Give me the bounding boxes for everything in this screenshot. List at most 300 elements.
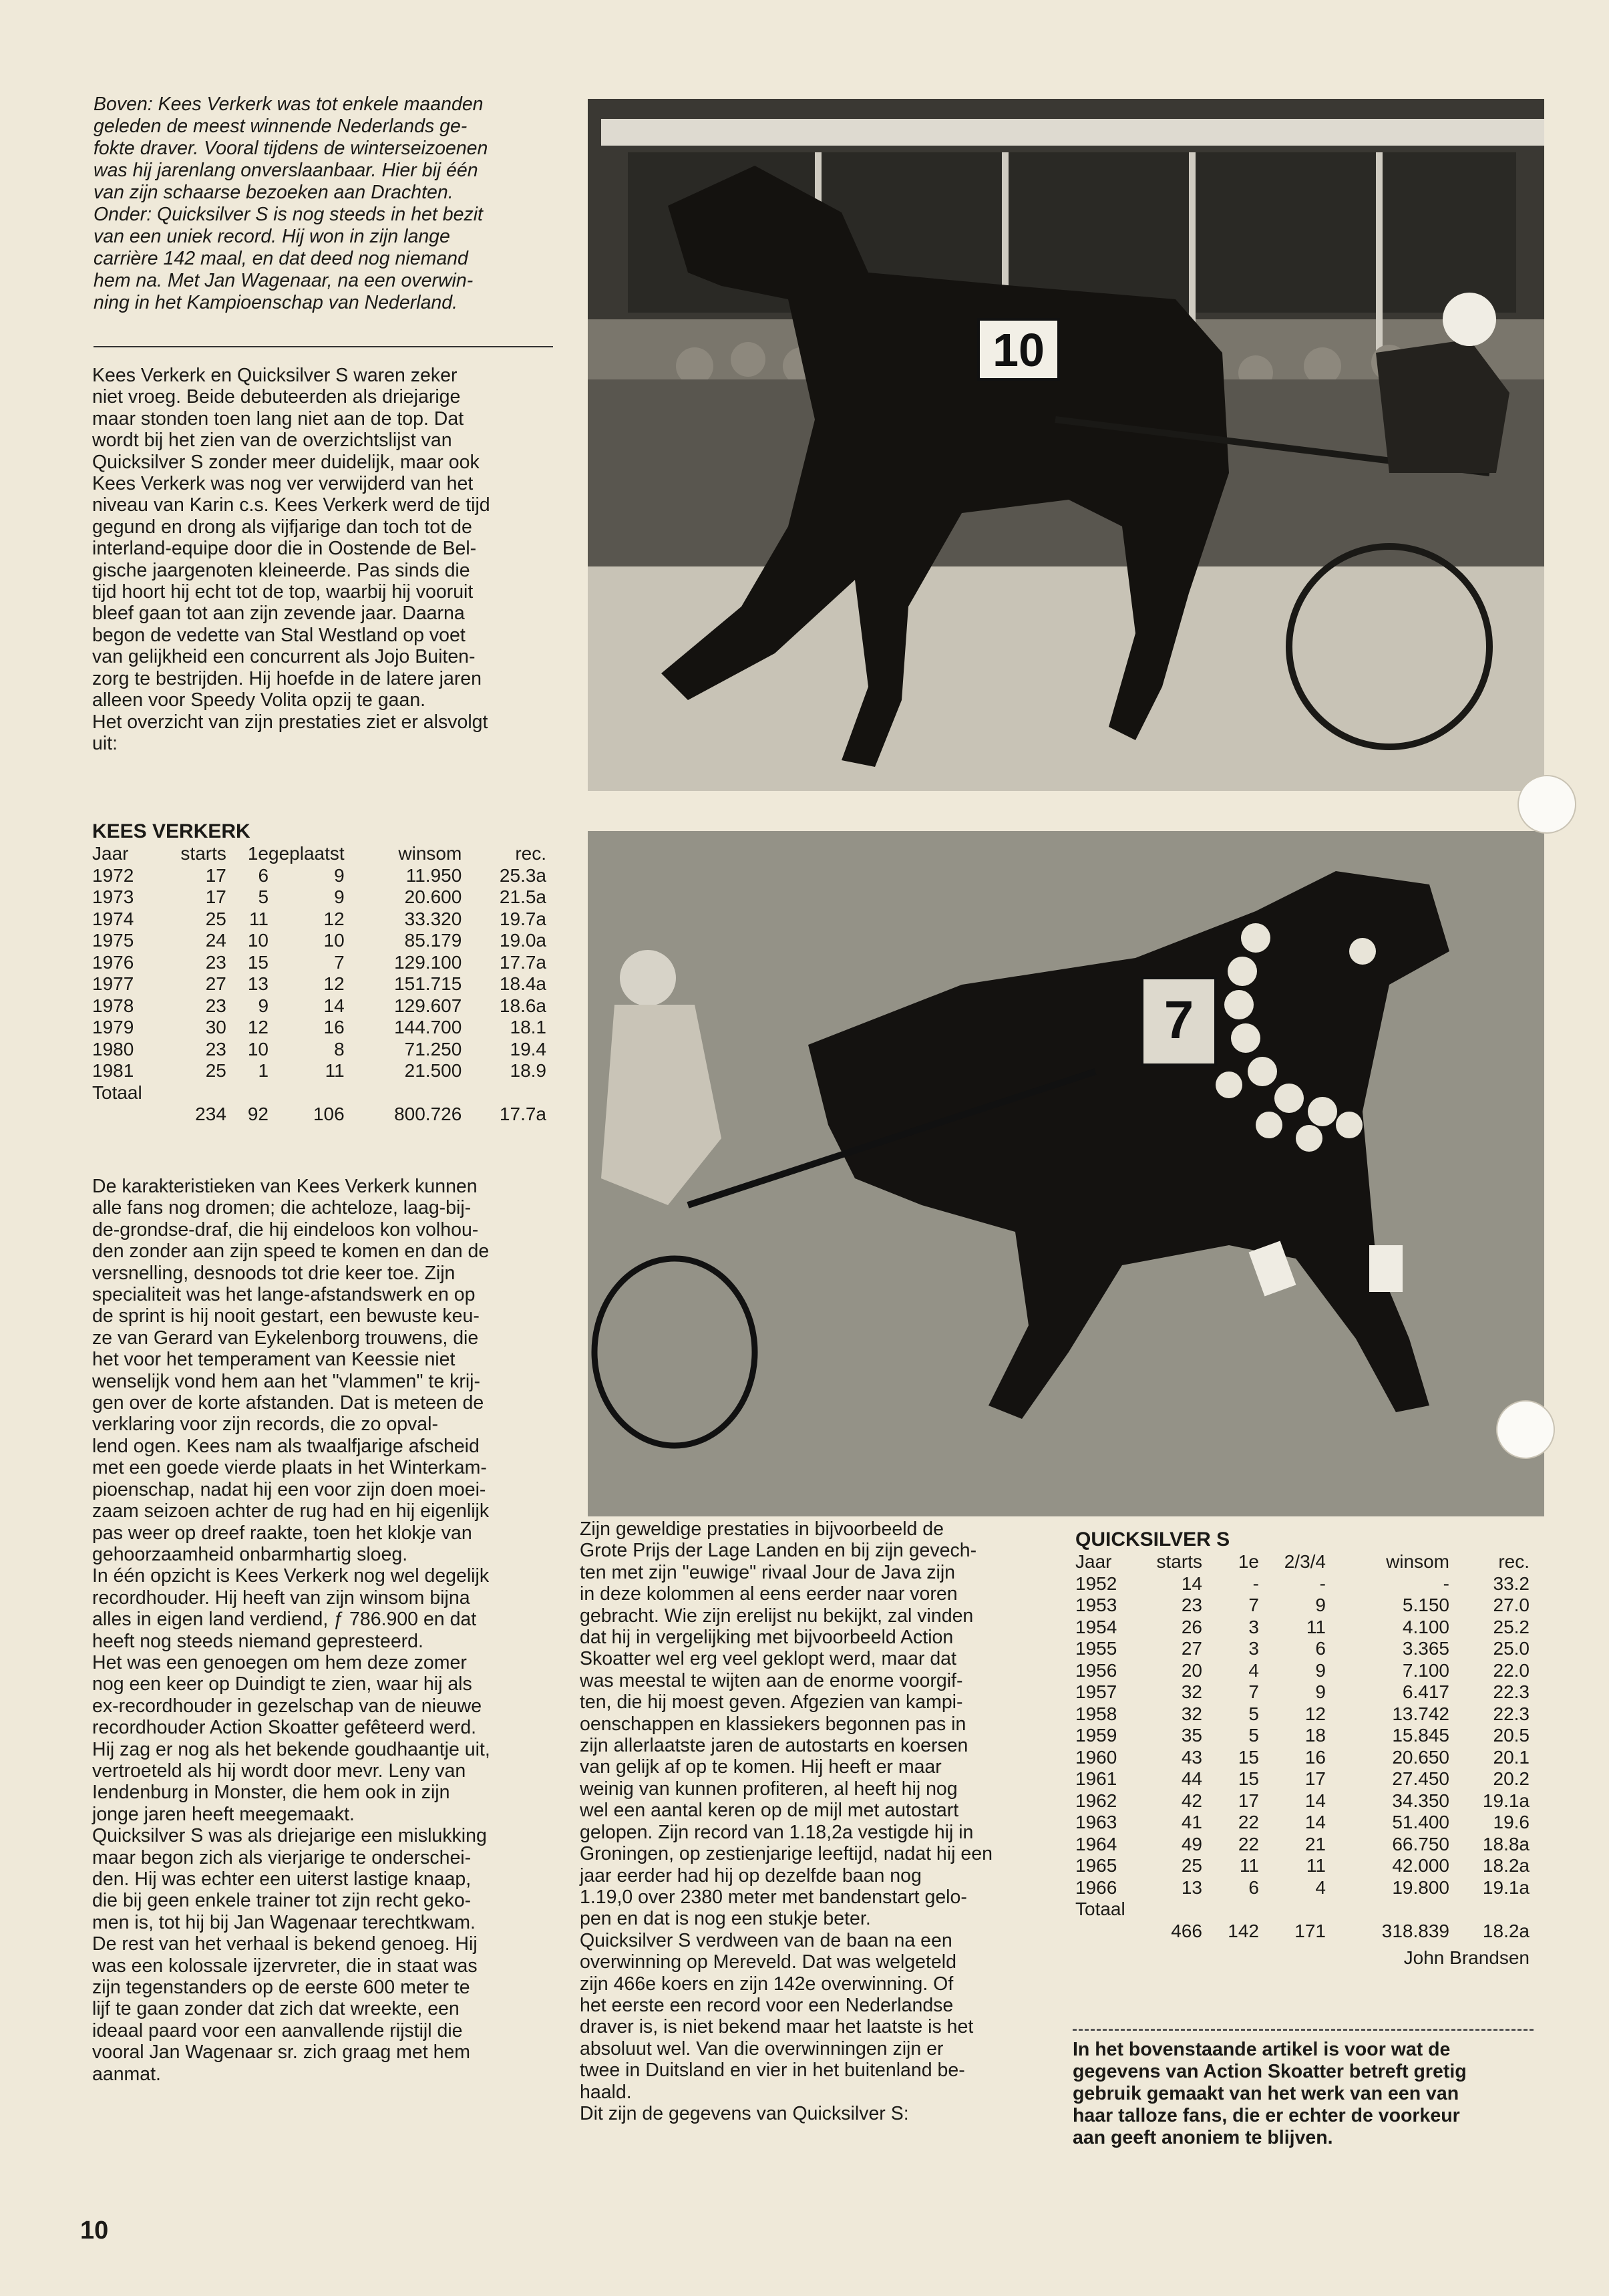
table-cell: 27 bbox=[1181, 1638, 1202, 1659]
table-cell: 42.000 bbox=[1392, 1855, 1449, 1876]
column-header: starts bbox=[180, 843, 226, 864]
text-line: Zijn geweldige prestaties in bijvoorbeeld de bbox=[580, 1518, 944, 1540]
text-line: zijn 466e koers en zijn 142e overwinning. Of bbox=[580, 1973, 954, 1995]
table-cell: 4 bbox=[1248, 1659, 1259, 1681]
table-cell: 33.320 bbox=[404, 908, 462, 929]
table-cell: 22 bbox=[1238, 1833, 1259, 1854]
table-row bbox=[92, 995, 546, 1017]
text-line: 1.19,0 over 2380 meter met bandenstart gelo- bbox=[580, 1886, 967, 1908]
table-cell: 11 bbox=[1306, 1855, 1326, 1876]
total-cell: 171 bbox=[1294, 1920, 1326, 1941]
table-cell: 9 bbox=[334, 886, 345, 908]
table-cell: 14 bbox=[1304, 1812, 1326, 1833]
table-row bbox=[92, 1060, 546, 1082]
total-cell: 106 bbox=[313, 1104, 345, 1125]
text-line: Groningen, op zestienjarige leeftijd, nadat hij een bbox=[580, 1843, 993, 1865]
text-line: Grote Prijs der Lage Landen en bij zijn gevech- bbox=[580, 1540, 977, 1562]
table-cell: 32 bbox=[1181, 1703, 1202, 1724]
table-cell: 19.7a bbox=[499, 908, 546, 929]
table-cell: 25 bbox=[205, 1060, 226, 1082]
table-cell: 16 bbox=[323, 1017, 345, 1038]
column-header: Jaar bbox=[92, 843, 129, 864]
table-cell: 10 bbox=[323, 930, 345, 951]
table-cell: 151.715 bbox=[394, 973, 462, 995]
text-line: wenselijk vond hem aan het "vlammen" te krij- bbox=[92, 1370, 480, 1392]
page-number: 10 bbox=[80, 2217, 109, 2245]
table-cell: 20.1 bbox=[1493, 1746, 1530, 1768]
table-cell: 1981 bbox=[92, 1060, 134, 1082]
table-cell: 20.600 bbox=[404, 886, 462, 908]
kees-verkerk-table-title: KEES VERKERK bbox=[92, 820, 250, 842]
table-cell: 14 bbox=[323, 995, 345, 1016]
table-row bbox=[1075, 1877, 1530, 1899]
table-header-row bbox=[92, 843, 546, 865]
text-line: nog een keer op Duindigt te zien, waar hij als bbox=[92, 1673, 472, 1695]
text-line: haald. bbox=[580, 2081, 632, 2103]
note-line: gebruik gemaakt van het werk van een van bbox=[1073, 2083, 1459, 2104]
table-cell: 26 bbox=[1181, 1616, 1202, 1637]
total-cell: 92 bbox=[247, 1104, 269, 1125]
middle-column-text bbox=[580, 1518, 1047, 2124]
note-line: aan geeft anoniem te blijven. bbox=[1073, 2127, 1333, 2148]
table-cell: 1 bbox=[258, 1060, 269, 1082]
column-header: geplaatst bbox=[269, 843, 345, 864]
text-line: specialiteit was het lange-afstandswerk en op bbox=[92, 1284, 476, 1306]
table-cell: 1952 bbox=[1075, 1573, 1117, 1594]
text-line: het eerste een record voor een Nederlandse bbox=[580, 1994, 954, 2016]
text-line: verklaring voor zijn records, die zo opval- bbox=[92, 1414, 438, 1436]
table-row bbox=[1075, 1790, 1530, 1812]
table-cell: 19.4 bbox=[510, 1038, 546, 1059]
table-cell: 11.950 bbox=[405, 864, 462, 886]
text-line: Hij zag er nog als het bekende goudhaantje uit, bbox=[92, 1738, 490, 1760]
text-line: versnelling, desnoods tot drie keer toe. Zijn bbox=[92, 1262, 456, 1284]
table-cell: 33.2 bbox=[1493, 1573, 1530, 1594]
table-cell: 17 bbox=[205, 864, 226, 886]
table-cell: 3.365 bbox=[1402, 1638, 1449, 1659]
table-cell: 13 bbox=[1181, 1876, 1202, 1898]
text-line: die bij geen enkele trainer tot zijn recht geko- bbox=[92, 1890, 472, 1912]
text-line: recordhouder. Hij heeft van zijn winsom bijna bbox=[92, 1587, 470, 1609]
text-line: wordt bij het zien van de overzichtslijst van bbox=[92, 430, 452, 452]
text-line: ten met zijn "euwige" rivaal Jour de Java zijn bbox=[580, 1561, 955, 1583]
table-cell: 14 bbox=[1181, 1573, 1202, 1594]
table-cell: 25 bbox=[1181, 1855, 1202, 1876]
caption-line: was hij jarenlang onverslaanbaar. Hier bij één bbox=[94, 160, 478, 181]
table-cell: 1960 bbox=[1075, 1746, 1117, 1768]
total-cell: 142 bbox=[1228, 1920, 1259, 1941]
text-line: tijd hoort hij echt tot de top, waarbij hij vooruit bbox=[92, 581, 474, 603]
text-line: heeft nog steeds niemand gepresteerd. bbox=[92, 1630, 423, 1652]
total-row bbox=[1075, 1921, 1530, 1943]
photo-caption bbox=[94, 94, 554, 314]
table-row bbox=[1075, 1681, 1530, 1703]
text-line: Dit zijn de gegevens van Quicksilver S: bbox=[580, 2102, 909, 2124]
kees-verkerk-stats-table bbox=[92, 843, 546, 1126]
quicksilver-table-block bbox=[1075, 1528, 1543, 1969]
table-row bbox=[92, 930, 546, 952]
table-cell: 25 bbox=[205, 908, 226, 929]
table-cell: 49 bbox=[1181, 1833, 1202, 1854]
total-label: Totaal bbox=[92, 1082, 142, 1103]
column-header: starts bbox=[1156, 1551, 1202, 1573]
table-cell: 18.1 bbox=[510, 1017, 546, 1038]
left-body-text bbox=[92, 1176, 552, 2085]
column-header: rec. bbox=[1498, 1551, 1530, 1573]
table-cell: 1956 bbox=[1075, 1659, 1117, 1681]
caption-line: ning in het Kampioenschap van Nederland. bbox=[94, 292, 458, 313]
text-line: den zonder aan zijn speed te komen en dan de bbox=[92, 1241, 490, 1263]
table-row bbox=[1075, 1617, 1530, 1639]
text-line: pen en dat is nog een stukje beter. bbox=[580, 1908, 871, 1930]
text-line: Iendenburg in Monster, die hem ook in zijn bbox=[92, 1782, 450, 1804]
table-cell: 16 bbox=[1304, 1746, 1326, 1768]
text-line: Kees Verkerk was nog ver verwijderd van het bbox=[92, 473, 474, 495]
table-cell: 17 bbox=[1304, 1768, 1326, 1790]
text-line: Quicksilver S was als driejarige een mislukking bbox=[92, 1825, 487, 1847]
caption-line: van een uniek record. Hij won in zijn lange bbox=[94, 226, 450, 247]
table-cell: 129.100 bbox=[394, 951, 462, 973]
total-spacer bbox=[92, 1104, 164, 1126]
table-cell: 3 bbox=[1248, 1638, 1259, 1659]
table-cell: 17 bbox=[1238, 1790, 1259, 1811]
table-cell: 27 bbox=[205, 973, 226, 995]
table-cell: 30 bbox=[205, 1017, 226, 1038]
table-row bbox=[92, 886, 546, 909]
total-label: Totaal bbox=[1075, 1899, 1125, 1920]
total-label-row bbox=[1075, 1899, 1530, 1921]
text-line: niveau van Karin c.s. Kees Verkerk werd de tijd bbox=[92, 494, 490, 516]
table-cell: 9 bbox=[1315, 1595, 1326, 1616]
table-cell: 18.2a bbox=[1482, 1855, 1530, 1876]
left-intro-text bbox=[92, 365, 552, 754]
total-cell: 800.726 bbox=[394, 1104, 462, 1125]
table-cell: - bbox=[1319, 1573, 1326, 1594]
table-cell: 1959 bbox=[1075, 1725, 1117, 1746]
table-cell: 4 bbox=[1315, 1876, 1326, 1898]
column-header: 2/3/4 bbox=[1284, 1551, 1326, 1573]
table-cell: 21.500 bbox=[404, 1060, 462, 1082]
table-cell: 20.5 bbox=[1493, 1725, 1530, 1746]
text-line: pioenschap, nadat hij een voor zijn doen moei- bbox=[92, 1478, 486, 1500]
text-line: ze van Gerard van Eykelenborg trouwens, die bbox=[92, 1327, 479, 1349]
text-line: alleen voor Speedy Volita opzij te gaan. bbox=[92, 689, 426, 711]
column-header: 1e bbox=[247, 843, 269, 864]
text-line: dat hij in vergelijking met bijvoorbeeld Action bbox=[580, 1627, 954, 1649]
text-line: men is, tot hij bij Jan Wagenaar terechtkwam. bbox=[92, 1911, 476, 1933]
text-line: lijf te gaan zonder dat zich dat wreekte, een bbox=[92, 1998, 460, 2020]
table-cell: 24 bbox=[205, 930, 226, 951]
table-row bbox=[1075, 1703, 1530, 1726]
acknowledgement-note bbox=[1073, 2039, 1540, 2149]
table-cell: 23 bbox=[205, 995, 226, 1016]
table-cell: 9 bbox=[1315, 1659, 1326, 1681]
author-name: John Brandsen bbox=[1403, 1947, 1530, 1968]
table-cell: 85.179 bbox=[404, 930, 462, 951]
table-cell: 6 bbox=[1315, 1638, 1326, 1659]
table-cell: 18.6a bbox=[499, 995, 546, 1016]
table-cell: 25.2 bbox=[1493, 1616, 1530, 1637]
table-cell: 7 bbox=[334, 951, 345, 973]
table-cell: 1974 bbox=[92, 908, 134, 929]
total-cell: 318.839 bbox=[1381, 1920, 1449, 1941]
table-cell: 5 bbox=[1248, 1703, 1259, 1724]
column-header: winsom bbox=[1386, 1551, 1449, 1573]
table-cell: 71.250 bbox=[404, 1038, 462, 1059]
table-row bbox=[1075, 1834, 1530, 1856]
table-cell: 25.0 bbox=[1493, 1638, 1530, 1659]
text-line: de sprint is hij nooit gestart, een bewuste keu- bbox=[92, 1305, 480, 1327]
table-cell: 7 bbox=[1248, 1681, 1259, 1703]
table-row bbox=[92, 865, 546, 887]
text-line: vertroeteld als hij wordt door mevr. Leny van bbox=[92, 1760, 466, 1782]
table-row bbox=[92, 973, 546, 995]
table-cell: 5 bbox=[1248, 1725, 1259, 1746]
table-cell: 18.4a bbox=[499, 973, 546, 995]
table-cell: 34.350 bbox=[1392, 1790, 1449, 1811]
text-line: pas weer op dreef raakte, toen het klokje van bbox=[92, 1522, 472, 1544]
table-row bbox=[92, 1039, 546, 1061]
table-cell: 41 bbox=[1181, 1812, 1202, 1833]
table-cell: 17 bbox=[205, 886, 226, 908]
table-cell: 6.417 bbox=[1402, 1681, 1449, 1703]
table-row bbox=[92, 909, 546, 931]
table-cell: 19.800 bbox=[1392, 1876, 1449, 1898]
sulky-horse-photo-top bbox=[588, 99, 1544, 791]
table-cell: 1980 bbox=[92, 1038, 134, 1059]
table-cell: 25.3a bbox=[499, 864, 546, 886]
table-cell: 13 bbox=[247, 973, 269, 995]
text-line: bleef gaan tot aan zijn zevende jaar. Daarna bbox=[92, 603, 465, 625]
table-cell: 66.750 bbox=[1392, 1833, 1449, 1854]
text-line: alle fans nog dromen; die achteloze, laag-bij- bbox=[92, 1197, 472, 1219]
text-line: van gelijkheid een concurrent als Jojo Buiten- bbox=[92, 646, 476, 668]
text-line: gebracht. Wie zijn erelijst nu bekijkt, zal vinden bbox=[580, 1605, 974, 1627]
text-line: aanmat. bbox=[92, 2063, 161, 2085]
text-line: begon de vedette van Stal Westland op voet bbox=[92, 624, 466, 646]
table-cell: 17.7a bbox=[499, 951, 546, 973]
caption-line: Boven: Kees Verkerk was tot enkele maanden bbox=[94, 94, 484, 115]
text-line: het voor het temperament van Keessie niet bbox=[92, 1349, 456, 1371]
text-line: niet vroeg. Beide debuteerden als driejarige bbox=[92, 386, 461, 408]
total-cell: 466 bbox=[1171, 1920, 1202, 1941]
text-line: maar stonden toen lang niet aan de top. Dat bbox=[92, 407, 464, 430]
table-cell: 1964 bbox=[1075, 1833, 1117, 1854]
kees-verkerk-table-block bbox=[92, 820, 553, 1126]
text-line: gehoorzaamheid onbarmhartig sloeg. bbox=[92, 1543, 408, 1565]
caption-line: hem na. Met Jan Wagenaar, na een overwin- bbox=[94, 270, 474, 291]
text-line: jaar eerder had hij op dezelfde baan nog bbox=[580, 1864, 922, 1887]
text-line: in deze kolommen al eens eerder naar voren bbox=[580, 1583, 958, 1605]
table-cell: 23 bbox=[1181, 1595, 1202, 1616]
table-cell: 1958 bbox=[1075, 1703, 1117, 1724]
table-cell: 22.0 bbox=[1493, 1659, 1530, 1681]
table-cell: 7.100 bbox=[1402, 1659, 1449, 1681]
text-line: zijn allerlaatste jaren de autostarts en koersen bbox=[580, 1735, 968, 1757]
table-cell: 51.400 bbox=[1392, 1812, 1449, 1833]
table-cell: 15.845 bbox=[1392, 1725, 1449, 1746]
column-header: Jaar bbox=[1075, 1551, 1112, 1573]
saddle-number-bottom: 7 bbox=[1164, 990, 1194, 1049]
quicksilver-stats-table bbox=[1075, 1551, 1530, 1942]
table-cell: 1961 bbox=[1075, 1768, 1117, 1790]
caption-divider bbox=[94, 346, 553, 347]
table-cell: 22.3 bbox=[1493, 1681, 1530, 1703]
table-cell: 1973 bbox=[92, 886, 134, 908]
text-line: gegund en drong als vijfjarige dan toch tot de bbox=[92, 516, 472, 538]
text-line: was een kolossale ijzervreter, die in staat was bbox=[92, 1955, 478, 1977]
total-spacer bbox=[1075, 1921, 1139, 1943]
table-cell: 23 bbox=[205, 1038, 226, 1059]
text-line: zijn tegenstanders op de eerste 600 meter te bbox=[92, 1977, 470, 1999]
table-cell: 20.2 bbox=[1493, 1768, 1530, 1790]
text-line: ideaal paard voor een aanvallende rijstijl die bbox=[92, 2019, 463, 2041]
table-row bbox=[1075, 1595, 1530, 1617]
table-cell: 1955 bbox=[1075, 1638, 1117, 1659]
text-line: was meestal te wijten aan de enorme voorgif- bbox=[580, 1669, 963, 1691]
table-cell: 1977 bbox=[92, 973, 134, 995]
table-cell: 1957 bbox=[1075, 1681, 1117, 1703]
table-cell: 3 bbox=[1248, 1616, 1259, 1637]
table-cell: 22 bbox=[1238, 1812, 1259, 1833]
text-line: jonge jaren heeft meegemaakt. bbox=[92, 1803, 355, 1825]
quicksilver-table-title: QUICKSILVER S bbox=[1075, 1528, 1230, 1550]
total-cell: 234 bbox=[195, 1104, 226, 1125]
table-cell: 18.8a bbox=[1482, 1833, 1530, 1854]
table-cell: 1972 bbox=[92, 864, 134, 886]
table-cell: 6 bbox=[1248, 1876, 1259, 1898]
table-cell: 11 bbox=[1306, 1616, 1326, 1637]
text-line: ex-recordhouder in gezelschap van de nieuwe bbox=[92, 1695, 482, 1717]
table-cell: - bbox=[1252, 1573, 1259, 1594]
table-row bbox=[1075, 1747, 1530, 1769]
caption-line: geleden de meest winnende Nederlands ge- bbox=[94, 116, 468, 137]
table-cell: 27.0 bbox=[1493, 1595, 1530, 1616]
table-cell: 4.100 bbox=[1402, 1616, 1449, 1637]
table-cell: 19.0a bbox=[499, 930, 546, 951]
text-line: recordhouder Action Skoatter gefêteerd werd. bbox=[92, 1717, 477, 1739]
table-cell: 12 bbox=[323, 908, 345, 929]
table-cell: 9 bbox=[1315, 1681, 1326, 1703]
column-header: winsom bbox=[398, 843, 462, 864]
table-cell: 18 bbox=[1304, 1725, 1326, 1746]
table-cell: 22.3 bbox=[1493, 1703, 1530, 1724]
text-line: De rest van het verhaal is bekend genoeg. Hij bbox=[92, 1933, 478, 1955]
table-cell: 10 bbox=[247, 1038, 269, 1059]
table-cell: 5 bbox=[258, 886, 269, 908]
note-line: haar talloze fans, die er echter de voorkeur bbox=[1073, 2105, 1460, 2126]
table-cell: 32 bbox=[1181, 1681, 1202, 1703]
text-line: uit: bbox=[92, 732, 118, 754]
total-cell: 18.2a bbox=[1482, 1920, 1530, 1941]
note-line: In het bovenstaande artikel is voor wat de bbox=[1073, 2039, 1451, 2060]
text-line: overwinning op Mereveld. Dat was welgeteld bbox=[580, 1951, 956, 1973]
table-cell: 144.700 bbox=[394, 1017, 462, 1038]
table-cell: 1965 bbox=[1075, 1855, 1117, 1876]
text-line: oenschappen en klassiekers begonnen pas in bbox=[580, 1713, 966, 1735]
text-line: de-grondse-draf, die hij eindeloos kon volhou- bbox=[92, 1218, 479, 1241]
text-line: Kees Verkerk en Quicksilver S waren zeker bbox=[92, 365, 458, 386]
text-line: draver is, is niet bekend maar het laatste is het bbox=[580, 2016, 974, 2038]
text-line: met een goede vierde plaats in het Winterkam- bbox=[92, 1457, 487, 1479]
text-line: twee in Duitsland en vier in het buitenland be- bbox=[580, 2060, 965, 2082]
table-row bbox=[1075, 1768, 1530, 1790]
text-line: den. Hij was echter een uiterst lastige knaap, bbox=[92, 1868, 472, 1890]
text-line: Quicksilver S zonder meer duidelijk, maar ook bbox=[92, 451, 480, 473]
table-cell: 9 bbox=[258, 995, 269, 1016]
caption-line: carrière 142 maal, en dat deed nog niemand bbox=[94, 248, 468, 269]
table-cell: 15 bbox=[1238, 1746, 1259, 1768]
caption-line: Onder: Quicksilver S is nog steeds in het bezit bbox=[94, 204, 483, 225]
text-line: lend ogen. Kees nam als twaalfjarige afscheid bbox=[92, 1435, 480, 1457]
table-cell: 11 bbox=[1239, 1855, 1259, 1876]
table-cell: 1963 bbox=[1075, 1812, 1117, 1833]
note-divider bbox=[1073, 2029, 1534, 2031]
table-cell: 13.742 bbox=[1392, 1703, 1449, 1724]
table-cell: 35 bbox=[1181, 1725, 1202, 1746]
text-line: ten, die hij moest geven. Afgezien van kampi- bbox=[580, 1691, 963, 1713]
text-line: gische jaargenoten kleineerde. Pas sinds die bbox=[92, 559, 470, 581]
text-line: gelopen. Zijn record van 1.18,2a vestigde hij in bbox=[580, 1821, 974, 1843]
text-line: Het was een genoegen om hem deze zomer bbox=[92, 1651, 467, 1673]
text-line: interland-equipe door die in Oostende de Bel- bbox=[92, 538, 477, 560]
table-cell: 1976 bbox=[92, 951, 134, 973]
table-row bbox=[1075, 1855, 1530, 1877]
text-line: van gelijk af op te komen. Hij heeft er maar bbox=[580, 1756, 942, 1778]
table-cell: 1979 bbox=[92, 1017, 134, 1038]
table-header-row bbox=[1075, 1551, 1530, 1573]
text-line: De karakteristieken van Kees Verkerk kunnen bbox=[92, 1176, 478, 1197]
table-cell: 21 bbox=[1304, 1833, 1326, 1854]
table-cell: 11 bbox=[325, 1060, 345, 1082]
table-row bbox=[92, 1017, 546, 1039]
table-cell: 42 bbox=[1181, 1790, 1202, 1811]
table-cell: 20 bbox=[1181, 1659, 1202, 1681]
table-cell: 23 bbox=[205, 951, 226, 973]
punch-hole-bottom bbox=[1496, 1400, 1555, 1459]
caption-line: fokte draver. Vooral tijdens de winterseizoenen bbox=[94, 138, 488, 159]
table-cell: 12 bbox=[323, 973, 345, 995]
text-line: alles in eigen land verdiend, ƒ 786.900 en dat bbox=[92, 1609, 477, 1631]
table-cell: 1975 bbox=[92, 930, 134, 951]
table-cell: 21.5a bbox=[499, 886, 546, 908]
table-row bbox=[1075, 1725, 1530, 1747]
table-cell: 14 bbox=[1304, 1790, 1326, 1811]
table-cell: 1962 bbox=[1075, 1790, 1117, 1811]
table-row bbox=[1075, 1660, 1530, 1682]
total-row bbox=[92, 1104, 546, 1126]
table-cell: 6 bbox=[258, 864, 269, 886]
text-line: maar begon zich als vierjarige te onderschei- bbox=[92, 1846, 472, 1868]
table-row bbox=[1075, 1573, 1530, 1595]
table-cell: 19.6 bbox=[1493, 1812, 1530, 1833]
table-cell: 15 bbox=[1238, 1768, 1259, 1790]
text-line: zorg te bestrijden. Hij hoefde in de latere jaren bbox=[92, 667, 482, 689]
table-cell: 5.150 bbox=[1402, 1595, 1449, 1616]
table-cell: 44 bbox=[1181, 1768, 1202, 1790]
table-cell: 1966 bbox=[1075, 1876, 1117, 1898]
table-cell: 1953 bbox=[1075, 1595, 1117, 1616]
saddle-number-top: 10 bbox=[993, 324, 1045, 376]
table-cell: 129.607 bbox=[394, 995, 462, 1016]
table-cell: 7 bbox=[1248, 1595, 1259, 1616]
table-cell: 10 bbox=[247, 930, 269, 951]
text-line: Quicksilver S verdween van de baan na een bbox=[580, 1929, 952, 1951]
table-cell: 1978 bbox=[92, 995, 134, 1016]
table-cell: 9 bbox=[334, 864, 345, 886]
column-header: rec. bbox=[515, 843, 546, 864]
text-line: zaam seizoen achter de rug had en hij eigenlijk bbox=[92, 1500, 490, 1522]
